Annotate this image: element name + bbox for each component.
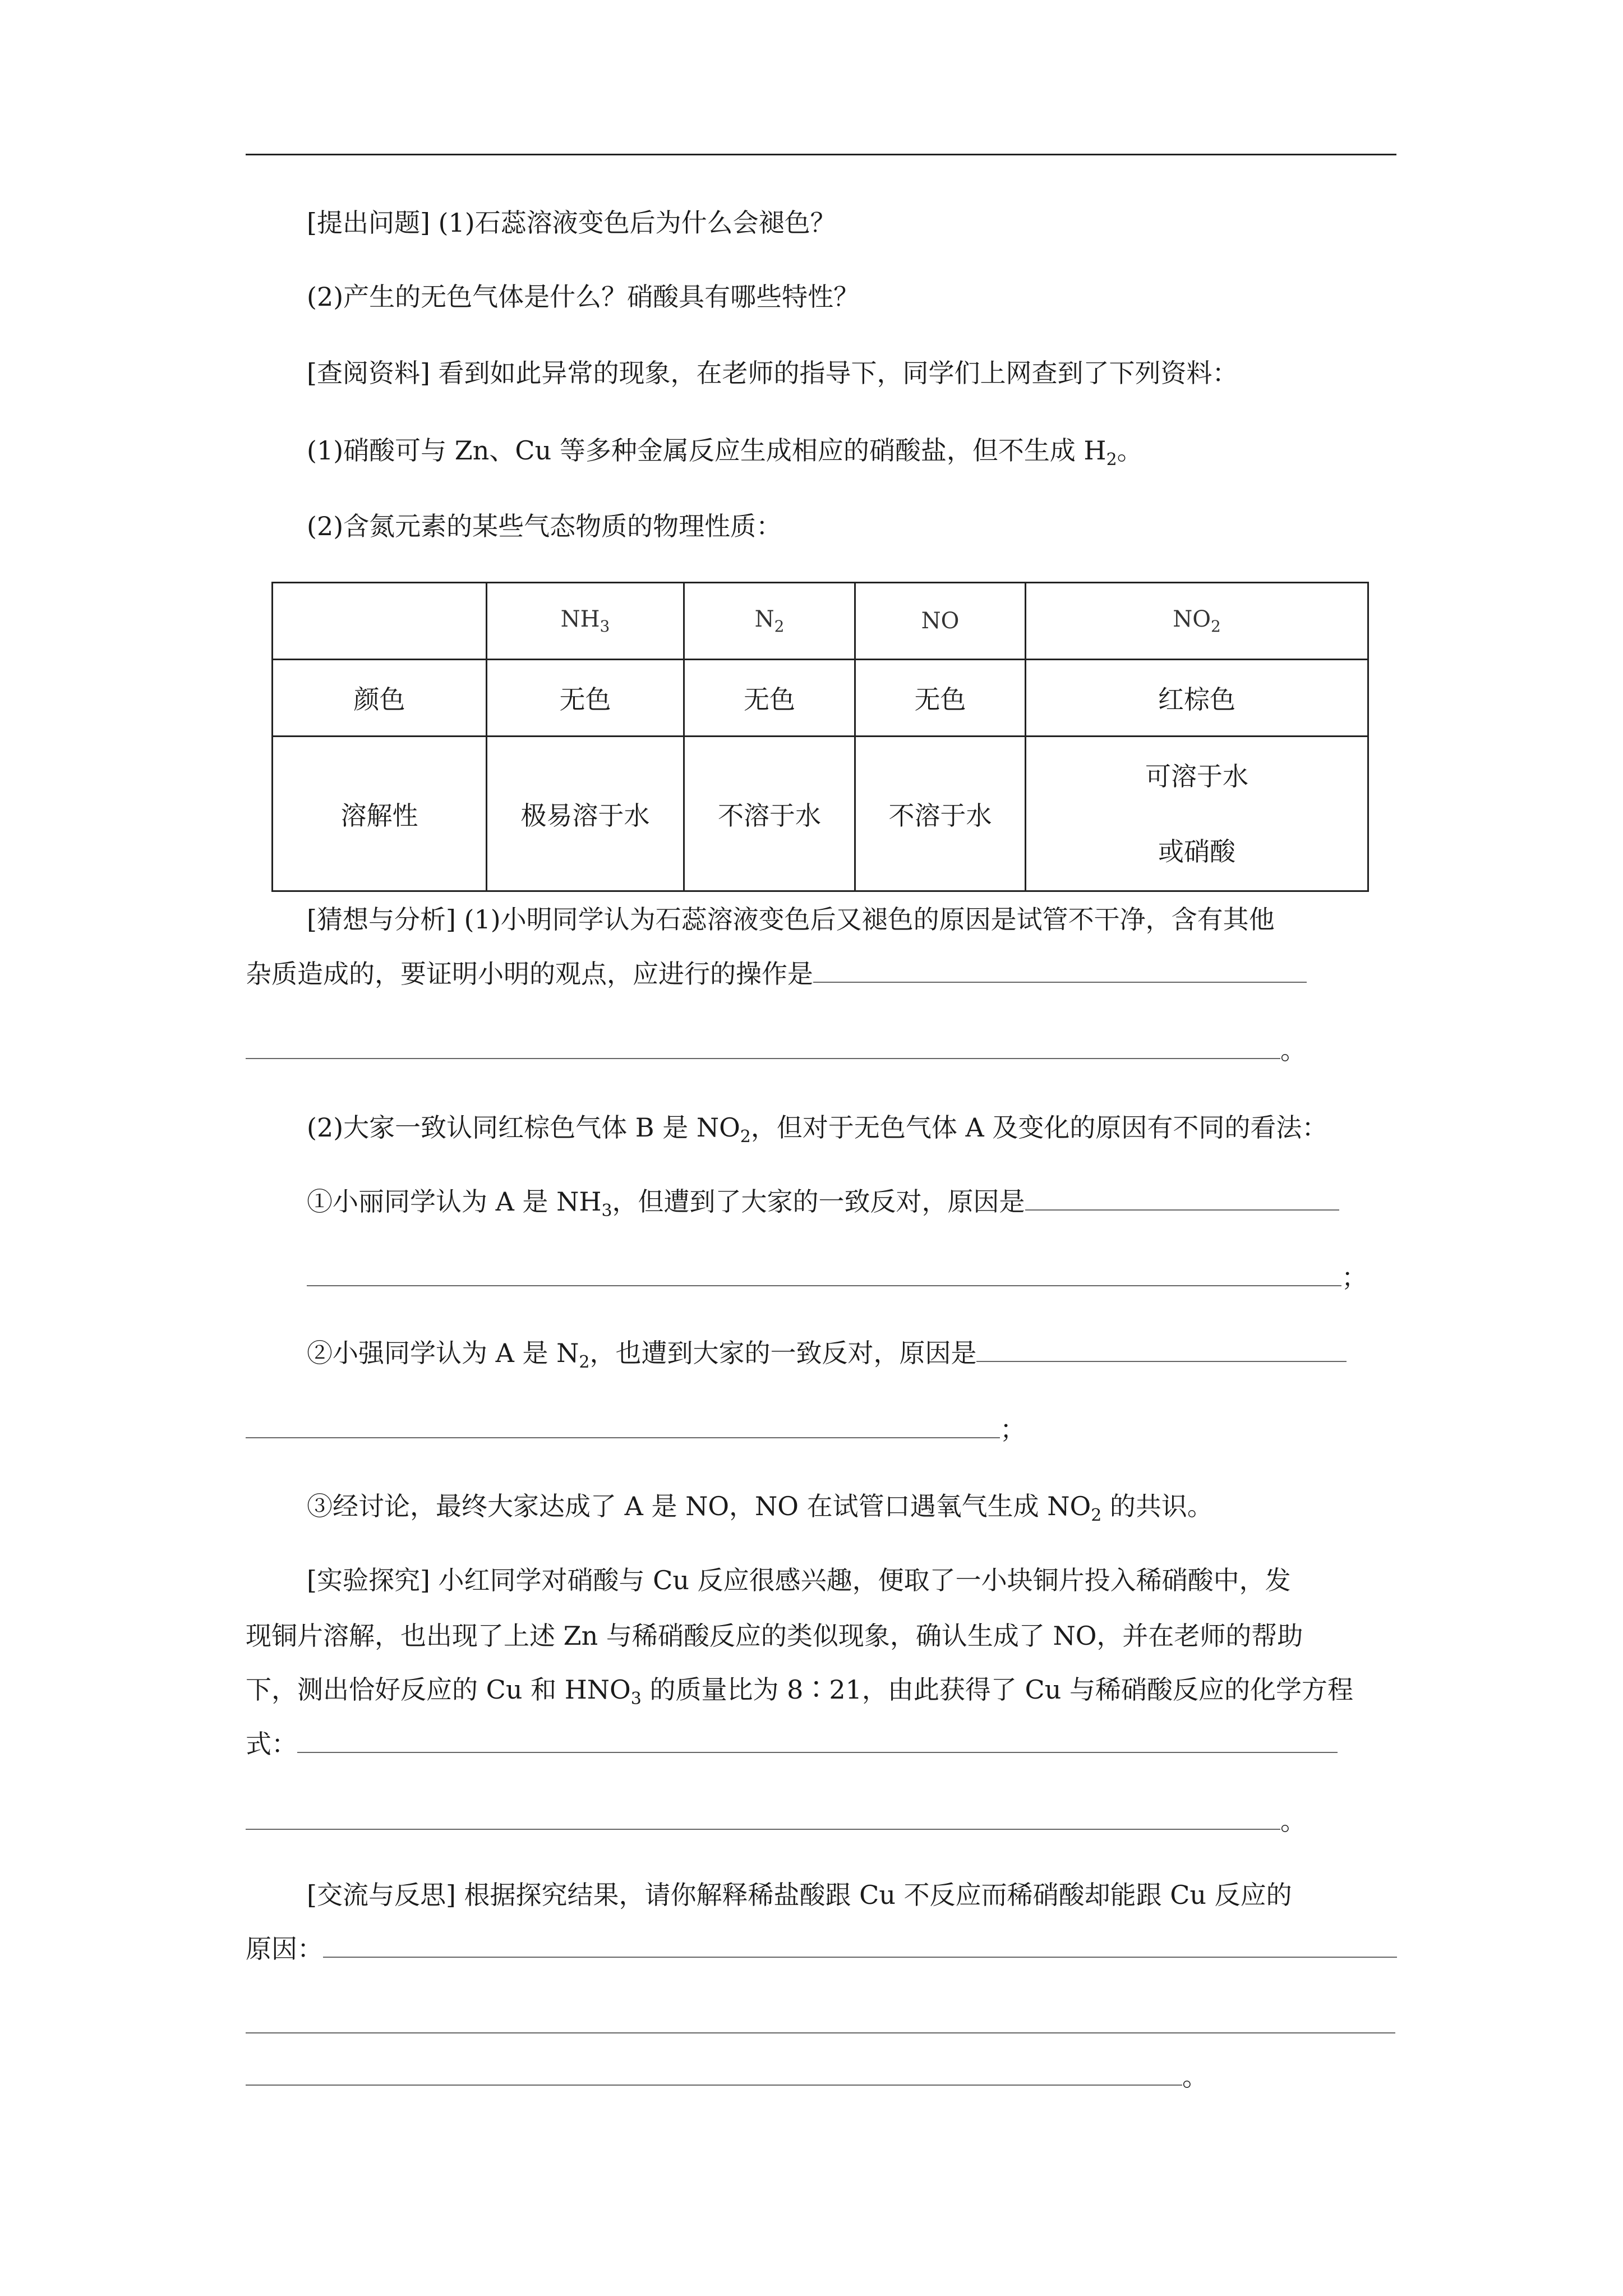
- answer-blank-reflection[interactable]: [323, 1934, 1397, 1958]
- reflection-line-1: [交流与反思] 根据探究结果，请你解释稀盐酸跟 Cu 不反应而稀硝酸却能跟 Cu 反应的: [307, 1880, 1292, 1910]
- solubility-no2-line-2: 或硝酸: [1158, 836, 1235, 867]
- answer-blank-operation-cont[interactable]: [246, 1036, 1280, 1059]
- answer-blank-reason-1-cont[interactable]: [307, 1263, 1341, 1286]
- experiment-line-3: 下，测出恰好反应的 Cu 和 $HNO_3$ 的质量比为 8∶21，由此获得了 Cu 与稀硝酸反应的化学方程: [246, 1674, 1353, 1709]
- answer-blank-reason-2-cont[interactable]: [246, 1415, 1000, 1438]
- question-1: [提出问题] (1)石蕊溶液变色后为什么会褪色？: [307, 208, 836, 238]
- materials-intro: [查阅资料] 看到如此异常的现象，在老师的指导下，同学们上网查到了下列资料：: [307, 358, 1238, 388]
- experiment-line-1: [实验探究] 小红同学对硝酸与 Cu 反应很感兴趣，便取了一小块铜片投入稀硝酸中，发: [307, 1565, 1291, 1595]
- reflection-line-4: 。: [246, 2059, 1208, 2095]
- answer-blank-equation[interactable]: [297, 1729, 1338, 1753]
- row-label-color: 颜色: [273, 660, 487, 737]
- guess-p2: (2)大家一致认同红棕色气体 B 是 $NO_2$，但对于无色气体 A 及变化的原因有不同的看法：: [307, 1112, 1328, 1147]
- solubility-no2-line-1: 可溶于水: [1145, 761, 1248, 792]
- reflection-line-3: [246, 2007, 1395, 2042]
- materials-item-2: (2)含氮元素的某些气态物质的物理性质：: [307, 511, 782, 541]
- guess-p1-line-2: 杂质造成的，要证明小明的观点，应进行的操作是: [246, 956, 1307, 992]
- header-n2: $N_2$: [684, 583, 855, 660]
- guess-claim-3: ③经讨论，最终大家达成了 A 是 NO，NO 在试管口遇氧气生成 $NO_2$ 的共识。: [307, 1491, 1213, 1526]
- table-header-row: [273, 583, 1368, 660]
- question-2: (2)产生的无色气体是什么？硝酸具有哪些特性？: [307, 282, 860, 312]
- answer-blank-reason-1[interactable]: [1025, 1187, 1339, 1211]
- solubility-nh3: 极易溶于水: [487, 737, 684, 891]
- answer-blank-reason-2[interactable]: [976, 1338, 1347, 1362]
- experiment-line-5: 。: [246, 1803, 1306, 1839]
- header-no2: $NO_2$: [1026, 583, 1368, 660]
- header-nh3: $NH_3$: [487, 583, 684, 660]
- guess-p1-line-3: 。: [246, 1032, 1306, 1068]
- color-no2: 红棕色: [1026, 660, 1368, 737]
- solubility-no2: [1026, 737, 1368, 891]
- materials-item-1: (1)硝酸可与 Zn、Cu 等多种金属反应生成相应的硝酸盐，但不生成 $H_2$。: [307, 435, 1143, 470]
- guess-claim-2-cont: ；: [246, 1411, 1026, 1447]
- reflection-line-2: 原因：: [246, 1931, 1397, 1967]
- answer-blank-operation[interactable]: [813, 959, 1307, 983]
- guess-claim-2: ②小强同学认为 A 是 $N_2$，也遭到大家的一致反对，原因是: [307, 1335, 1347, 1381]
- answer-blank-equation-cont[interactable]: [246, 1806, 1280, 1830]
- color-no: 无色: [855, 660, 1026, 737]
- guess-claim-1-cont: ；: [307, 1259, 1367, 1295]
- header-no: NO: [855, 583, 1026, 660]
- color-nh3: 无色: [487, 660, 684, 737]
- answer-blank-reflection-end[interactable]: [246, 2062, 1182, 2086]
- table-corner-cell: [273, 583, 487, 660]
- gas-properties-table: [271, 582, 1369, 892]
- row-label-solubility: 溶解性: [273, 737, 487, 891]
- color-n2: 无色: [684, 660, 855, 737]
- guess-claim-1: ①小丽同学认为 A 是 $NH_3$，但遭到了大家的一致反对，原因是: [307, 1184, 1339, 1229]
- table-row-color: [273, 660, 1368, 737]
- experiment-line-4: 式：: [246, 1726, 1338, 1762]
- guess-p1-line-1: [猜想与分析] (1)小明同学认为石蕊溶液变色后又褪色的原因是试管不干净，含有其他: [307, 904, 1275, 935]
- answer-blank-reflection-cont[interactable]: [246, 2010, 1395, 2033]
- solubility-no: 不溶于水: [855, 737, 1026, 891]
- solubility-n2: 不溶于水: [684, 737, 855, 891]
- experiment-line-2: 现铜片溶解，也出现了上述 Zn 与稀硝酸反应的类似现象，确认生成了 NO，并在老师的帮助: [246, 1621, 1303, 1651]
- table-row-solubility: [273, 737, 1368, 891]
- header-rule: [246, 154, 1396, 155]
